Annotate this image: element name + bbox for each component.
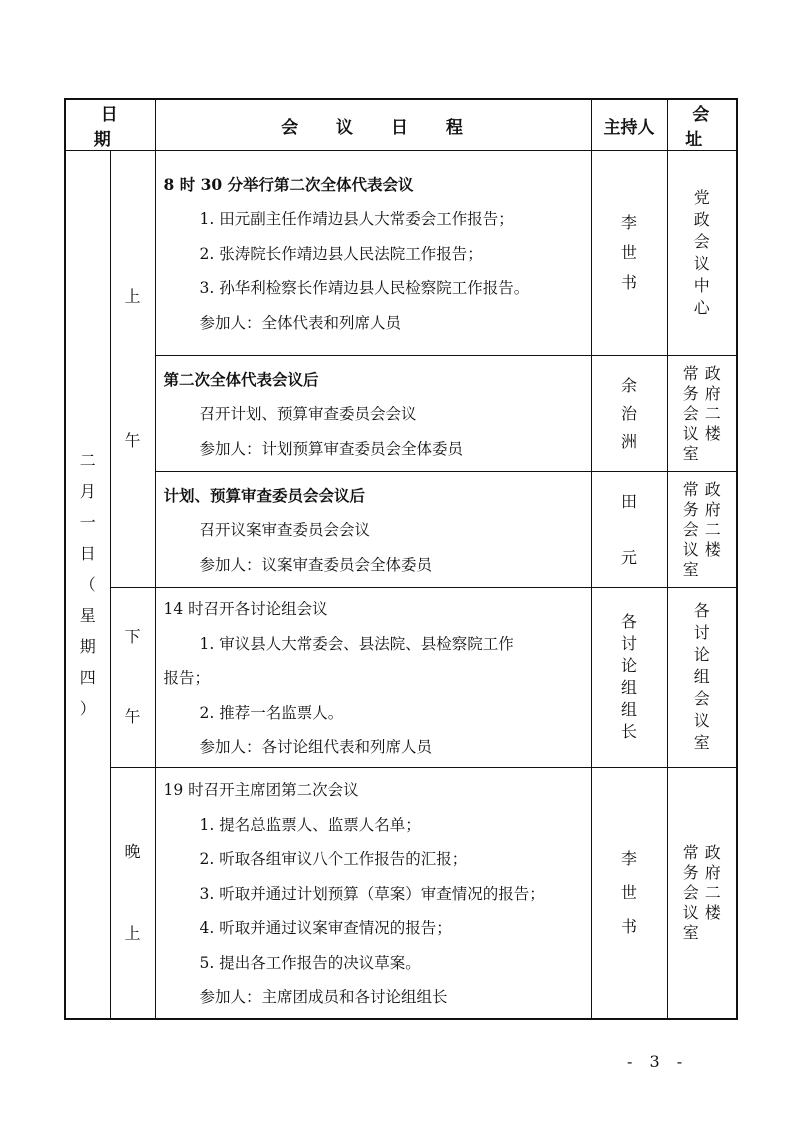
table-row: [65, 472, 737, 588]
date-cell: 二 月 一 日 （ 星 期 四 ）: [65, 151, 110, 1020]
schedule-cell: 14 时召开各讨论组会议 1. 审议县人大常委会、县法院、县检察院工作 报告； 2. 推荐一名监票人。 参加人：各讨论组代表和列席人员: [155, 588, 591, 768]
header-schedule: 会 议 日 程: [155, 99, 591, 151]
schedule-table: [64, 98, 738, 1020]
header-host: 主持人: [591, 99, 667, 151]
schedule-cell: 计划、预算审查委员会会议后 召开议案审查委员会会议 参加人：议案审查委员会全体委员: [155, 472, 591, 588]
table-row: [65, 767, 737, 1019]
table-row: [65, 151, 737, 356]
period-morning: 上 午: [110, 151, 155, 588]
period-evening: 晚 上: [110, 767, 155, 1019]
page-number: - 3 -: [627, 1052, 689, 1071]
table-row: [65, 356, 737, 472]
schedule-cell: 19 时召开主席团第二次会议 1. 提名总监票人、监票人名单； 2. 听取各组审议八个工作报告的汇报； 3. 听取并通过计划预算（草案）审查情况的报告； 4. 听取并通过议案审查情况的报告； 5. 提出各工作报告的决议草案。 参加人：主席团成员和各讨论组组长: [155, 767, 591, 1019]
venue-cell: 政 府 二 楼 常 务 会 议 室: [667, 356, 737, 472]
venue-cell: 各 讨 论 组 会 议 室: [667, 588, 737, 768]
table-row: [65, 588, 737, 768]
header-date: 日 期: [65, 99, 155, 151]
host-cell: 田 元: [591, 472, 667, 588]
header-row: [65, 99, 737, 151]
period-afternoon: 下 午: [110, 588, 155, 768]
venue-cell: 政 府 二 楼 常 务 会 议 室: [667, 767, 737, 1019]
host-cell: 李 世 书: [591, 151, 667, 356]
venue-cell: 党 政 会 议 中 心: [667, 151, 737, 356]
host-cell: 李 世 书: [591, 767, 667, 1019]
schedule-cell: 8 时 30 分举行第二次全体代表会议 1. 田元副主任作靖边县人大常委会工作报告； 2. 张涛院长作靖边县人民法院工作报告； 3. 孙华利检察长作靖边县人民检察院工作报告。 参加人：全体代表和列席人员: [155, 151, 591, 356]
schedule-cell: 第二次全体代表会议后 召开计划、预算审查委员会会议 参加人：计划预算审查委员会全体委员: [155, 356, 591, 472]
host-cell: 余 治 洲: [591, 356, 667, 472]
venue-cell: 政 府 二 楼 常 务 会 议 室: [667, 472, 737, 588]
host-cell: 各 讨 论 组 组 长: [591, 588, 667, 768]
header-venue: 会 址: [667, 99, 737, 151]
